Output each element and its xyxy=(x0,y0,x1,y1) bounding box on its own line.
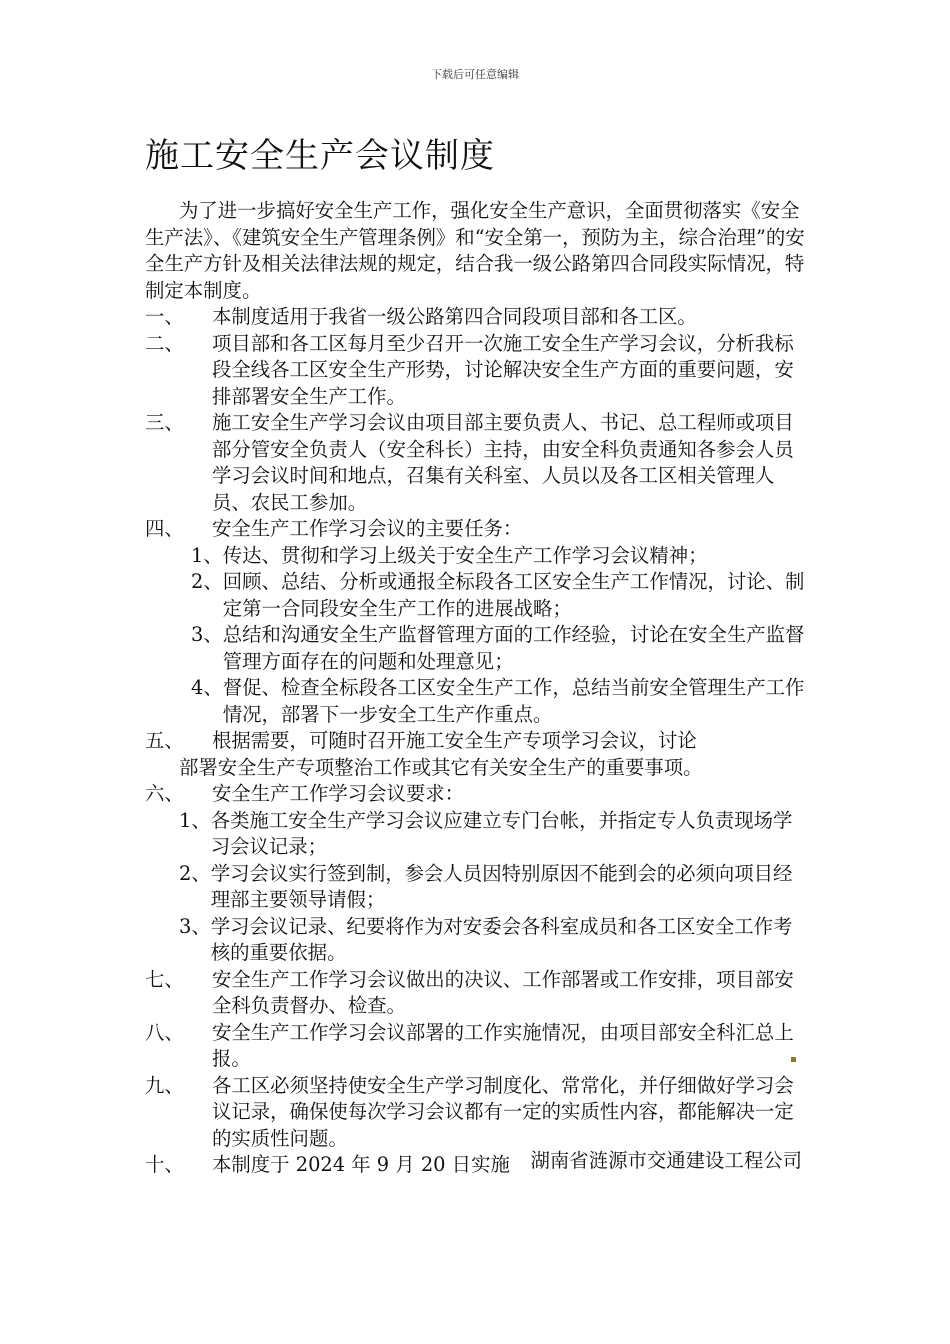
edit-marker xyxy=(791,1057,796,1062)
item-text: 回顾、总结、分析或通报全标段各工区安全生产工作情况，讨论、制定第一合同段安全生产工作的进展战略； xyxy=(222,570,805,620)
section-number: 八、 xyxy=(145,1020,184,1044)
document-body xyxy=(145,198,807,1179)
item-number: 1、 xyxy=(191,543,223,567)
section-number: 七、 xyxy=(145,967,184,991)
section-number: 十、 xyxy=(145,1153,184,1176)
section-text: 本制度适用于我省一级公路第四合同段项目部和各工区。 xyxy=(212,305,697,328)
section-4-item-1 xyxy=(145,543,807,570)
section-text: 本制度于 2024 年 9 月 20 日实施 xyxy=(212,1153,510,1176)
section-6-item-1 xyxy=(145,808,807,861)
item-text: 总结和沟通安全生产监督管理方面的工作经验，讨论在安全生产监督管理方面存在的问题和处理意见； xyxy=(222,623,805,673)
signature-company: 湖南省涟源市交通建设工程公司 xyxy=(530,1149,802,1172)
section-4 xyxy=(145,516,807,543)
item-text: 传达、贯彻和学习上级关于安全生产工作学习会议精神； xyxy=(222,543,708,567)
item-number: 1、 xyxy=(179,808,211,832)
section-text: 根据需要，可随时召开施工安全生产专项学习会议，讨论 xyxy=(212,729,697,752)
item-text: 督促、检查全标段各工区安全生产工作，总结当前安全管理生产工作情况，部署下一步安全工生产作重点。 xyxy=(222,676,805,726)
intro-paragraph: 为了进一步搞好安全生产工作，强化安全生产意识，全面贯彻落实《安全生产法》、《建筑安全生产管理条例》和“安全第一，预防为主，综合治理”的安全生产方针及相关法律法规的规定，结合我一级公路第四合同段实际情况，特制定本制度。 xyxy=(145,199,805,302)
section-6-item-3 xyxy=(145,914,807,967)
section-number: 二、 xyxy=(145,331,184,355)
section-4-item-4 xyxy=(145,675,807,728)
section-4-item-3 xyxy=(145,622,807,675)
section-number: 三、 xyxy=(145,411,184,434)
section-text: 安全生产工作学习会议部署的工作实施情况，由项目部安全科汇总上报。 xyxy=(212,1020,794,1070)
section-9 xyxy=(145,1073,807,1153)
section-2 xyxy=(145,331,807,411)
section-number: 五、 xyxy=(145,729,184,752)
item-number: 4、 xyxy=(191,676,223,699)
section-number: 九、 xyxy=(145,1073,184,1097)
section-7 xyxy=(145,967,807,1020)
section-number: 一、 xyxy=(145,305,184,328)
item-number: 3、 xyxy=(179,914,211,938)
section-6-item-2 xyxy=(145,861,807,914)
section-8 xyxy=(145,1020,807,1073)
section-text: 安全生产工作学习会议要求： xyxy=(212,782,465,805)
section-4-item-2 xyxy=(145,569,807,622)
section-text: 各工区必须坚持使安全生产学习制度化、常常化，并仔细做好学习会议记录，确保使每次学习会议都有一定的实质性内容，都能解决一定的实质性问题。 xyxy=(212,1073,794,1150)
section-6 xyxy=(145,781,807,808)
section-text: 施工安全生产学习会议由项目部主要负责人、书记、总工程师或项目部分管安全负责人（安全科长）主持，由安全科负责通知各参会人员学习会议时间和地点，召集有关科室、人员以及各工区相关管理人员、农民工参加。 xyxy=(212,411,794,514)
section-5-continuation: 部署安全生产专项整治工作或其它有关安全生产的重要事项。 xyxy=(179,755,703,779)
item-number: 2、 xyxy=(191,570,223,593)
item-text: 学习会议实行签到制，参会人员因特别原因不能到会的必须向项目经理部主要领导请假； xyxy=(210,861,793,911)
section-1 xyxy=(145,304,807,331)
section-number: 六、 xyxy=(145,782,184,805)
item-text: 各类施工安全生产学习会议应建立专门台帐，并指定专人负责现场学习会议记录； xyxy=(210,808,793,858)
section-number: 四、 xyxy=(145,517,184,540)
item-text: 学习会议记录、纪要将作为对安委会各科室成员和各工区安全工作考核的重要依据。 xyxy=(210,914,793,964)
item-number: 2、 xyxy=(179,861,211,885)
document-title: 施工安全生产会议制度 xyxy=(145,136,495,176)
section-text: 安全生产工作学习会议的主要任务： xyxy=(212,517,523,540)
section-text: 安全生产工作学习会议做出的决议、工作部署或工作安排，项目部安全科负责督办、检查。 xyxy=(212,967,794,1017)
section-5 xyxy=(145,728,807,755)
section-3 xyxy=(145,410,807,516)
header-note: 下载后可任意编辑 xyxy=(431,68,519,81)
section-text: 项目部和各工区每月至少召开一次施工安全生产学习会议，分析我标段全线各工区安全生产形势，讨论解决安全生产方面的重要问题，安排部署安全生产工作。 xyxy=(212,331,794,408)
item-number: 3、 xyxy=(191,623,223,646)
